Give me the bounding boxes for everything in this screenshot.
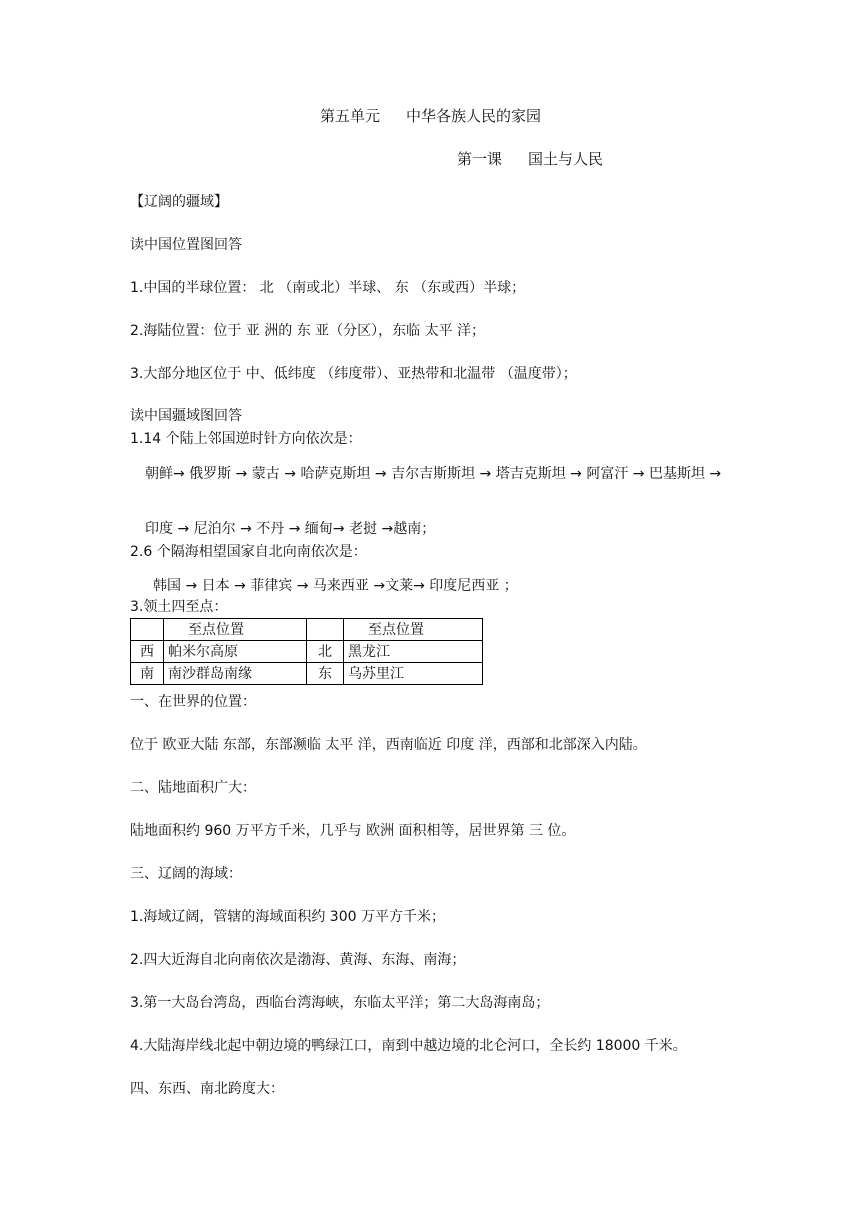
- unit-label: 第五单元: [320, 107, 381, 125]
- neighbors-line-1: 朝鲜→ 俄罗斯 → 蒙古 → 哈萨克斯坦 → 吉尔吉斯斯坦 → 塔吉克斯坦 → 阿富汗 → 巴基斯坦 →: [145, 466, 722, 482]
- section-3-item: 2.四大近海自北向南依次是渤海、黄海、东海、南海；: [130, 952, 466, 968]
- section-1-text: 位于 欧亚大陆 东部，东部濒临 太平 洋，西南临近 印度 洋，西部和北部深入内陆。: [130, 737, 647, 753]
- extremes-table: [130, 618, 483, 685]
- table-cell: 西: [131, 641, 164, 663]
- section-1-heading: 一、在世界的位置：: [130, 694, 256, 710]
- table-cell: 乌苏里江: [344, 663, 483, 685]
- section-4-heading: 四、东西、南北跨度大：: [130, 1081, 284, 1097]
- table-cell: 至点位置: [164, 619, 307, 641]
- table-cell: 南沙群岛南缘: [164, 663, 307, 685]
- table-cell: 帕米尔高原: [164, 641, 307, 663]
- question-3: 3.大部分地区位于 中、低纬度 （纬度带）、亚热带和北温带 （温度带）；: [130, 366, 577, 382]
- question-1: 1.中国的半球位置： 北 （南或北）半球、 东 （东或西）半球；: [130, 280, 526, 296]
- table-row: [131, 663, 483, 685]
- lesson-label: 第一课: [457, 150, 503, 168]
- table-cell: 黑龙江: [344, 641, 483, 663]
- map1-prompt: 读中国位置图回答: [130, 237, 242, 253]
- section-2-heading: 二、陆地面积广大：: [130, 780, 256, 796]
- table-cell: 至点位置: [344, 619, 483, 641]
- lesson-title: 国土与人民: [528, 150, 604, 168]
- table-cell: 南: [131, 663, 164, 685]
- section-3-item: 3.第一大岛台湾岛，西临台湾海峡，东临太平洋；第二大岛海南岛；: [130, 995, 550, 1011]
- section-3-item: 1.海域辽阔，管辖的海域面积约 300 万平方千米；: [130, 909, 445, 925]
- neighbors-line-2: 印度 → 尼泊尔 → 不丹 → 缅甸→ 老挝 →越南；: [145, 521, 436, 537]
- section-heading: 【辽阔的疆域】: [130, 194, 228, 210]
- table-cell: [131, 619, 164, 641]
- question-2: 2.海陆位置：位于 亚 洲的 东 亚（分区），东临 太平 洋；: [130, 323, 486, 339]
- unit-title: 中华各族人民的家园: [406, 107, 542, 125]
- section-3-heading: 三、辽阔的海域：: [130, 866, 242, 882]
- table-cell: [307, 619, 344, 641]
- table-cell: 东: [307, 663, 344, 685]
- section-2-text: 陆地面积约 960 万平方千米，几乎与 欧洲 面积相等，居世界第 三 位。: [130, 823, 576, 839]
- table-row: [131, 641, 483, 663]
- neighbors-question: 1.14 个陆上邻国逆时针方向依次是：: [130, 431, 362, 447]
- table-header-row: [131, 619, 483, 641]
- section-3-item: 4.大陆海岸线北起中朝边境的鸭绿江口，南到中越边境的北仑河口，全长约 18000 千米。: [130, 1038, 687, 1054]
- map2-prompt: 读中国疆域图回答: [130, 408, 242, 424]
- lesson-heading: [457, 150, 603, 168]
- unit-heading: [320, 107, 541, 125]
- sea-neighbors-line: 韩国 → 日本 → 菲律宾 → 马来西亚 →文莱→ 印度尼西亚 ；: [153, 578, 518, 594]
- table-cell: 北: [307, 641, 344, 663]
- extremes-question: 3.领土四至点：: [130, 599, 228, 615]
- sea-neighbors-question: 2.6 个隔海相望国家自北向南依次是：: [130, 544, 367, 560]
